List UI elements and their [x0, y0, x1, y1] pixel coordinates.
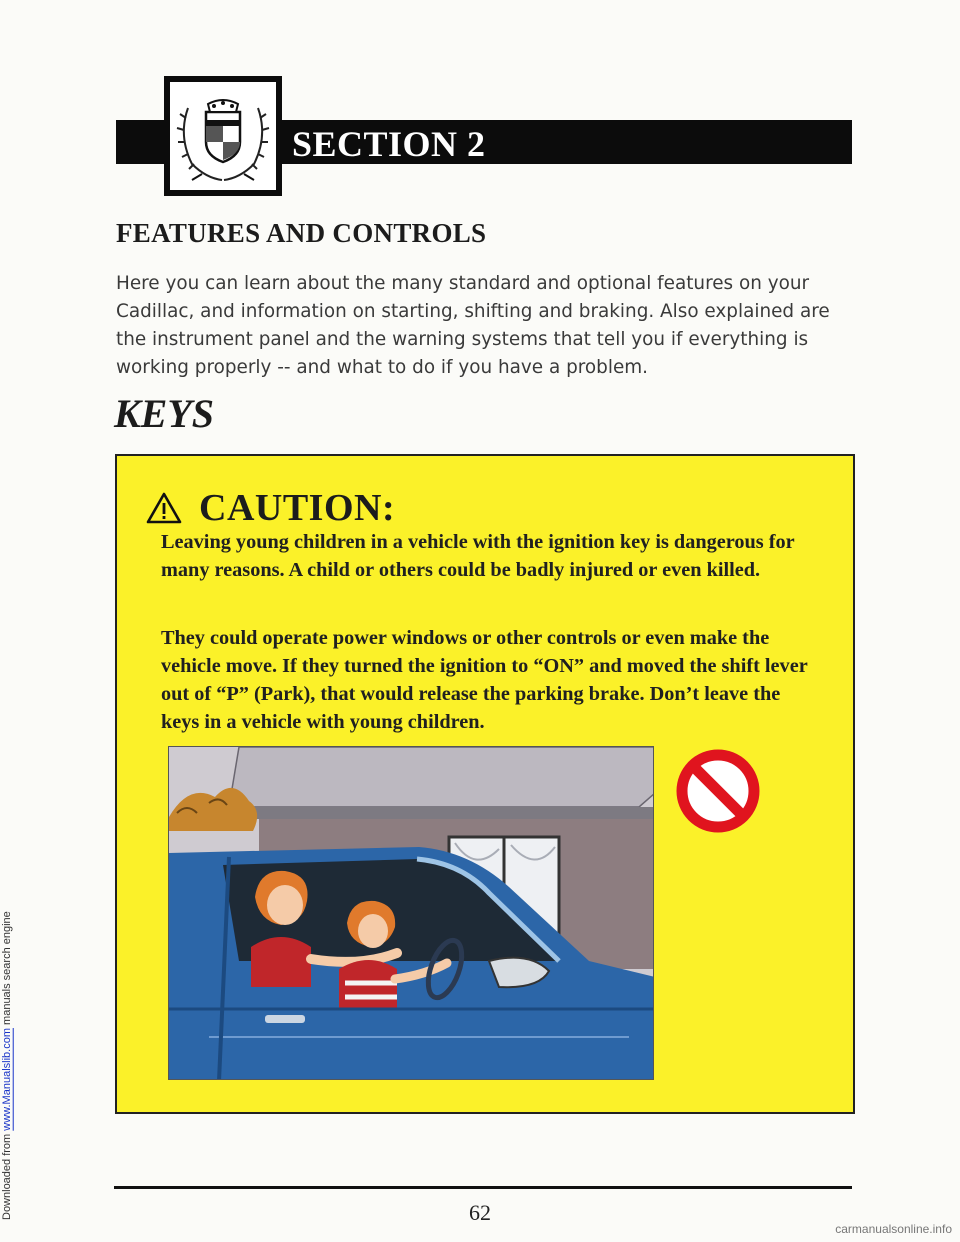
- cadillac-crest-icon: [172, 84, 274, 188]
- cadillac-emblem: [164, 76, 282, 196]
- caution-header: [145, 484, 395, 532]
- footer-rule: [114, 1186, 852, 1189]
- page-number: 62: [469, 1200, 491, 1225]
- children-in-car-illustration: [168, 746, 654, 1080]
- caution-box: [115, 454, 855, 1114]
- caution-label: CAUTION:: [199, 487, 396, 529]
- caution-paragraph-2: They could operate power windows or other controls or even make the vehicle move. If they turned the ignition to “ON” and moved the shift lever out of “P” (Park), that would release the parking brake. Don’t leave the keys in a vehicle with young children.: [161, 627, 808, 733]
- download-source-note: [1, 40, 15, 1220]
- manualslib-link[interactable]: www.Manualslib.com: [1, 1028, 13, 1131]
- prohibition-sign-icon: [675, 748, 761, 834]
- download-suffix: manuals search engine: [1, 911, 13, 1029]
- download-prefix: Downloaded from: [1, 1130, 13, 1220]
- children-in-car-drawing: [169, 747, 654, 1080]
- section-title: SECTION 2: [292, 124, 486, 164]
- keys-heading: KEYS: [114, 391, 215, 436]
- intro-paragraph: Here you can learn about the many standard and optional features on your Cadillac, and information on starting, shifting and braking. Also explained are the instrument panel and the warning systems that tell you if everything is working properly -- and what to do if you have a problem.: [116, 273, 830, 378]
- caution-paragraph-1: Leaving young children in a vehicle with the ignition key is dangerous for many reasons. A child or others could be badly injured or even killed.: [161, 531, 795, 581]
- watermark: carmanualsonline.info: [835, 1222, 952, 1236]
- page-heading: FEATURES AND CONTROLS: [116, 218, 487, 248]
- warning-triangle-icon: [145, 491, 183, 525]
